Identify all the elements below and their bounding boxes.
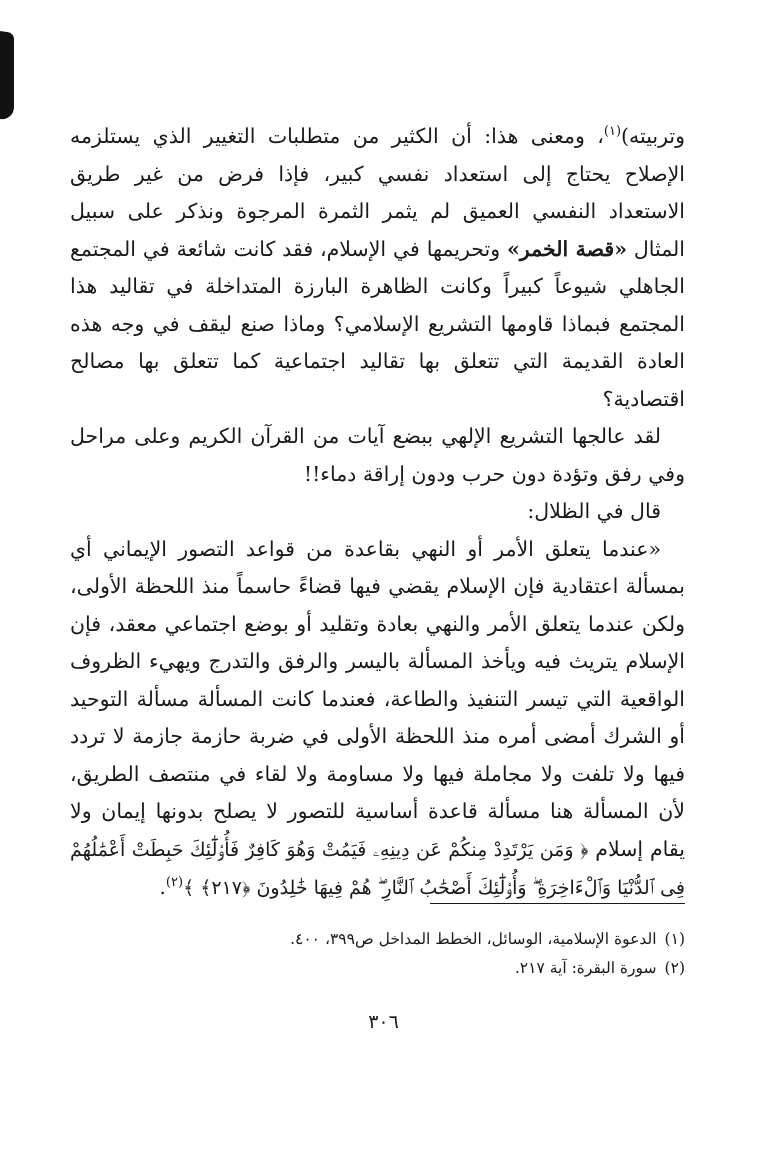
footnote-separator: [430, 903, 685, 904]
footnote-text: الدعوة الإسلامية، الوسائل، الخطط المداخل ص٣٩٩، ٤٠٠.: [290, 930, 657, 948]
paragraph-1-text-b: وتحريمها في الإسلام، فقد كانت شائعة في المجتمع الجاهلي شيوعاً كبيراً وكانت الظاهرة البارزة المتداخلة في تقاليد هذا المجتمع فبماذا قاومها التشريع الإسلامي؟ وماذا صنع ليقف في وجه هذه العادة القديمة التي تتعلق بها تقاليد اجتماعية كما تتعلق بها مصالح اقتصادية؟: [70, 236, 685, 411]
bold-phrase: «قصة الخمر»: [506, 236, 628, 261]
page-edge-mark: [0, 31, 14, 121]
paragraph-4: [70, 531, 685, 908]
paragraph-1-start: وتربيته): [621, 124, 685, 148]
page-number: ٣٠٦: [368, 1011, 399, 1033]
footnote-1: [70, 925, 685, 954]
footnote-text: سورة البقرة: آية ٢١٧.: [514, 959, 657, 977]
footnote-number: (٢): [664, 959, 685, 977]
footnote-ref-2: (٢): [165, 875, 184, 891]
paragraph-3: قال في الظلال:: [527, 499, 661, 523]
footnote-2: [70, 954, 685, 983]
paragraph-2: لقد عالجها التشريع الإلهي ببضع آيات من القرآن الكريم وعلى مراحل وفي رفق وتؤدة دون حرب ودون إراقة دماء!!: [70, 424, 685, 486]
paragraph-1-text-a: ، ومعنى هذا: أن الكثير من متطلبات التغيير الذي يستلزمه الإصلاح يحتاج إلى استعداد نفسي كبير، فإذا فرض من غير طريق الاستعداد النفسي العميق لم يثمر الثمرة المرجوة ونذكر على سبيل المثال: [70, 124, 686, 261]
quran-verse: ﴿ وَمَن يَرْتَدِدْ مِنكُمْ عَن دِينِهِۦ فَيَمُتْ وَهُوَ كَافِرٌ فَأُو۟لَٰٓئِكَ حَبِطَتْ أَعْمَٰلُهُمْ فِى ٱلدُّنْيَا وَٱلْءَاخِرَةِ ۖ وَأُو۟لَٰٓئِكَ أَصْحَٰبُ ٱلنَّارِ ۖ هُمْ فِيهَا خَٰلِدُونَ ﴿٢١٧﴾ ﴾: [70, 838, 685, 899]
quote-end: .: [159, 875, 166, 899]
paragraph-1: [70, 118, 685, 418]
footnote-ref-1: (١): [603, 124, 622, 140]
footnote-number: (١): [664, 930, 685, 948]
main-text: [70, 118, 685, 908]
footnotes: [70, 925, 685, 983]
quote-text: «عندما يتعلق الأمر أو النهي بقاعدة من قواعد التصور الإيماني أي بمسألة اعتقادية فإن الإسلام يقضي فيها قضاءً حاسماً منذ اللحظة الأولى، ولكن عندما يتعلق الأمر والنهي بعادة وتقليد أو بوضع اجتماعي معقد، فإن الإسلام يتريث فيه ويأخذ المسألة باليسر والرفق والتدرج ويهيء الظروف الواقعية التي تيسر التنفيذ والطاعة، فعندما كانت المسألة مسألة التوحيد أو الشرك أمضى أمره منذ اللحظة الأولى في ضربة حازمة جازمة لا تردد فيها ولا تلفت ولا مجاملة فيها ولا مساومة ولا لقاء في منتصف الطريق، لأن المسألة هنا مسألة قاعدة أساسية للتصور لا يصلح بدونها إيمان ولا يقام إسلام: [70, 536, 685, 861]
